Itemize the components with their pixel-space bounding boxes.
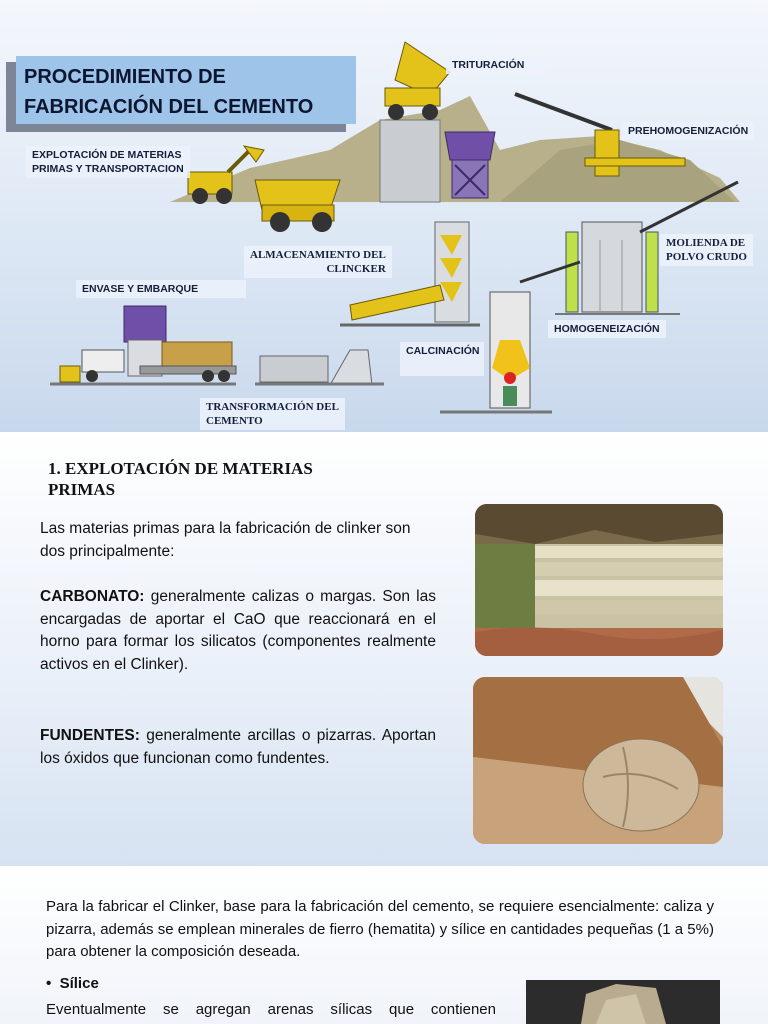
label-transformacion: [200, 398, 345, 430]
bullet-dot: •: [46, 975, 60, 992]
clinker-paragraph: Para la fabricar el Clinker, base para la fabricación del cemento, se requiere esencialmente: caliza y pizarra, además se emplean minerales de fierro (hematita) y sílice en cantidades pequeñas (1 a 5%) para obtener la composición deseada.: [46, 898, 714, 960]
label-molienda-line-1: MOLIENDA DE: [666, 237, 746, 249]
bullet-silice: [46, 975, 99, 992]
carbonato-label: CARBONATO:: [40, 588, 145, 605]
silica-sample-image: [526, 980, 720, 1024]
label-almacenamiento-line-1: ALMACENAMIENTO DEL: [250, 249, 386, 261]
preheater-tower: [435, 222, 469, 322]
dump-truck-top: [385, 42, 450, 120]
stacker-conveyor: [515, 94, 612, 130]
section-title: [48, 458, 378, 500]
label-transformacion-line-1: TRANSFORMACIÓN DEL: [206, 401, 339, 413]
cooler: [330, 350, 372, 385]
stacker-tower: [595, 130, 619, 176]
crusher-hopper: [445, 132, 495, 160]
carbonato-text: generalmente calizas o margas. Son las encargadas de aportar el CaO que reaccionará en el horno para formar los silicatos (componentes realmente activos en el Clinker).: [40, 588, 436, 673]
label-explotacion-line-2: PRIMAS Y TRANSPORTACION: [32, 163, 184, 175]
section-title-line-1: 1. EXPLOTACIÓN DE MATERIAS: [48, 459, 313, 478]
label-trituracion: TRITURACIÓN: [446, 56, 546, 74]
fundentes-text: generalmente arcillas o pizarras. Aportan los óxidos que funcionan como fundentes.: [40, 727, 436, 767]
label-prehomogenizacion: PREHOMOGENIZACIÓN: [622, 122, 754, 140]
label-calcinacion: CALCINACIÓN: [400, 342, 484, 376]
label-homogeneizacion: HOMOGENEIZACIÓN: [548, 320, 666, 338]
diagram-title: [16, 56, 356, 124]
label-envase: ENVASE Y EMBARQUE: [76, 280, 246, 298]
packing-truck: [82, 306, 236, 382]
silice-text: Eventualmente se agregan arenas sílicas que contienen: [46, 1001, 496, 1018]
crusher-building: [380, 120, 440, 202]
carbonato-paragraph: [40, 586, 436, 676]
rotary-kiln: [350, 285, 444, 320]
title-line-2: FABRICACIÓN DEL CEMENTO: [24, 96, 314, 118]
raw-materials-panel: [0, 432, 768, 866]
label-molienda-line-2: POLVO CRUDO: [666, 251, 747, 263]
bullet-label: Sílice: [59, 975, 99, 992]
label-molienda: [660, 234, 753, 266]
label-explotacion-line-1: EXPLOTACIÓN DE MATERIAS: [32, 149, 182, 161]
label-almacenamiento-line-2: CLINCKER: [326, 263, 386, 275]
limestone-cliff-photo: [475, 504, 723, 656]
label-almacenamiento: [244, 246, 392, 278]
section-title-line-2: PRIMAS: [48, 480, 116, 499]
clay-boulder-photo: [473, 677, 723, 844]
limestone-cliff-image: [475, 504, 723, 656]
silica-sample-photo: [526, 980, 720, 1024]
fundentes-paragraph: [40, 725, 436, 770]
label-transformacion-line-2: CEMENTO: [206, 415, 263, 427]
clinker-panel: [0, 866, 768, 1024]
fundentes-label: FUNDENTES:: [40, 727, 140, 744]
homogenization-silos: [566, 222, 658, 312]
cement-mill: [260, 356, 328, 382]
dump-truck-main: [255, 180, 340, 232]
title-line-1: PROCEDIMIENTO DE: [24, 66, 226, 88]
intro-paragraph: Las materias primas para la fabricación de clinker son dos principalmente:: [40, 520, 411, 560]
label-explotacion: [26, 146, 190, 178]
clay-boulder-image: [473, 677, 723, 844]
process-diagram-panel: [0, 0, 768, 432]
calciner: [490, 292, 530, 408]
